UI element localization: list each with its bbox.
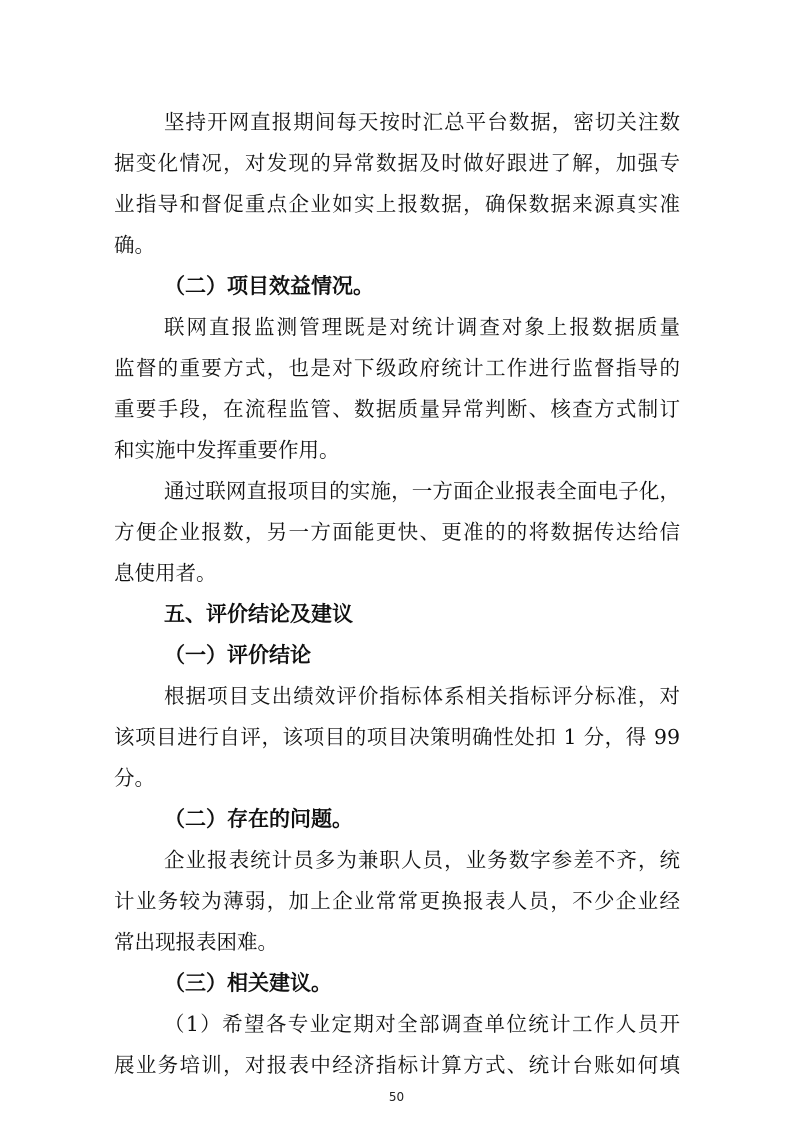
paragraph-line: 和实施中发挥重要作用。 <box>114 438 340 462</box>
paragraph-line: 常出现报表困难。 <box>114 930 278 954</box>
paragraph-line: 展业务培训，对报表中经济指标计算方式、统计台账如何填 <box>114 1053 680 1077</box>
paragraph-line: 方便企业报数，另一方面能更快、更准的的将数据传达给信 <box>114 520 680 544</box>
chapter-heading: 五、评价结论及建议 <box>164 602 353 626</box>
paragraph-line: 分。 <box>114 766 155 790</box>
paragraph-line: 重要手段，在流程监管、数据质量异常判断、核查方式制订 <box>114 397 680 421</box>
paragraph-line: 该项目进行自评，该项目的项目决策明确性处扣 1 分，得 99 <box>114 725 680 749</box>
section-heading: （一）评价结论 <box>164 643 311 667</box>
paragraph-line: 计业务较为薄弱，加上企业常常更换报表人员，不少企业经 <box>114 889 680 913</box>
paragraph-line: 业指导和督促重点企业如实上报数据，确保数据来源真实准 <box>114 192 680 216</box>
paragraph-line: 联网直报监测管理既是对统计调查对象上报数据质量 <box>164 315 680 339</box>
page-number: 50 <box>388 1090 405 1104</box>
paragraph-line: 坚持开网直报期间每天按时汇总平台数据，密切关注数 <box>164 110 680 134</box>
section-heading: （二）项目效益情况。 <box>164 274 374 298</box>
paragraph-line: 息使用者。 <box>114 561 217 585</box>
paragraph-line: 企业报表统计员多为兼职人员，业务数字参差不齐，统 <box>164 848 680 872</box>
paragraph-line: 确。 <box>114 233 155 257</box>
paragraph-line: 通过联网直报项目的实施，一方面企业报表全面电子化， <box>164 479 680 503</box>
section-heading: （三）相关建议。 <box>164 971 332 995</box>
paragraph-line: 根据项目支出绩效评价指标体系相关指标评分标准，对 <box>164 684 680 708</box>
paragraph-line: （1）希望各专业定期对全部调查单位统计工作人员开 <box>164 1012 680 1036</box>
paragraph-line: 监督的重要方式，也是对下级政府统计工作进行监督指导的 <box>114 356 680 380</box>
paragraph-line: 据变化情况，对发现的异常数据及时做好跟进了解，加强专 <box>114 151 680 175</box>
section-heading: （二）存在的问题。 <box>164 807 353 831</box>
